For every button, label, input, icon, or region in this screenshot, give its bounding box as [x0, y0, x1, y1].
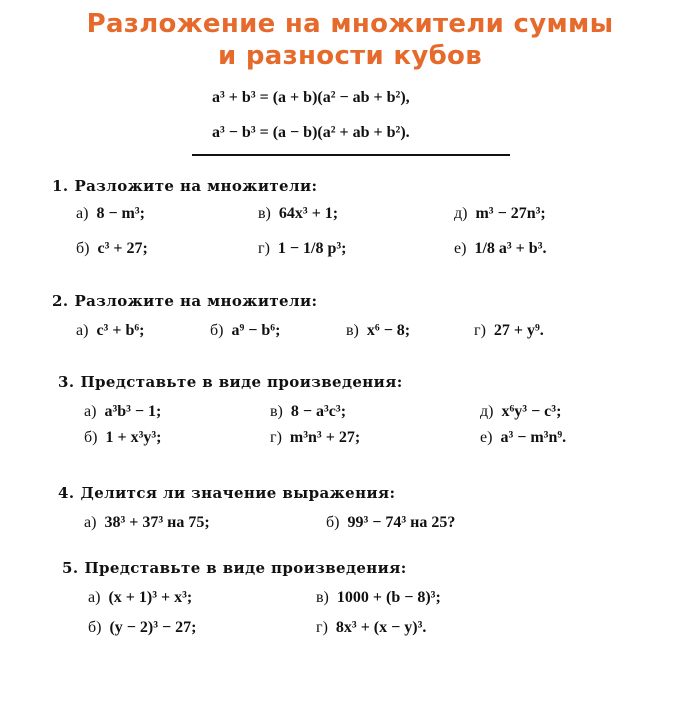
item-label: в)	[270, 403, 283, 420]
item-expression: a³b³ − 1;	[104, 403, 162, 420]
item-label: в)	[346, 322, 359, 339]
item-expression: m³ − 27n³;	[475, 205, 546, 222]
task-text: Разложите на множители:	[74, 292, 318, 310]
task-item	[210, 322, 280, 340]
item-label: г)	[270, 429, 282, 446]
item-expression: 64x³ + 1;	[278, 205, 339, 222]
item-expression: x⁶ − 8;	[366, 322, 411, 339]
divider	[192, 154, 510, 156]
item-expression: 1 + x³y³;	[105, 429, 162, 446]
task-number: 1.	[52, 177, 69, 195]
task-item	[454, 205, 546, 223]
task-item	[316, 619, 426, 637]
item-expression: c³ + b⁶;	[96, 322, 145, 339]
task-item	[84, 514, 210, 532]
item-label: б)	[326, 514, 340, 531]
item-label: а)	[84, 403, 97, 420]
item-expression: 1 − 1/8 p³;	[277, 240, 347, 257]
task-item	[474, 322, 544, 340]
item-label: а)	[88, 589, 101, 606]
task-text: Разложите на множители:	[74, 177, 318, 195]
item-expression: 8 − m³;	[96, 205, 146, 222]
item-expression: (y − 2)³ − 27;	[109, 619, 197, 636]
task-text: Представьте в виде произведения:	[80, 373, 403, 391]
task-1-heading	[52, 177, 317, 195]
item-label: а)	[76, 205, 89, 222]
item-label: б)	[88, 619, 102, 636]
formula-sum-of-cubes: a³ + b³ = (a + b)(a² − ab + b²),	[212, 89, 410, 106]
task-item	[346, 322, 410, 340]
task-item	[76, 322, 144, 340]
task-item	[316, 589, 441, 607]
item-label: в)	[258, 205, 271, 222]
task-item	[270, 403, 346, 421]
task-item	[480, 403, 561, 421]
task-item	[84, 429, 162, 447]
formula-difference-of-cubes: a³ − b³ = (a − b)(a² + ab + b²).	[212, 124, 410, 141]
item-label: б)	[210, 322, 224, 339]
task-item	[88, 589, 192, 607]
item-expression: x⁶y³ − c³;	[501, 403, 562, 420]
item-label: в)	[316, 589, 329, 606]
task-item	[258, 240, 346, 258]
item-expression: 27 + y⁹.	[493, 322, 544, 339]
item-label: г)	[474, 322, 486, 339]
page-subtitle: и разности кубов	[218, 41, 482, 71]
task-item	[76, 240, 148, 258]
task-number: 2.	[52, 292, 69, 310]
task-2-heading	[52, 292, 317, 310]
task-5-heading	[62, 559, 407, 577]
item-expression: 38³ + 37³ на 75;	[104, 514, 210, 531]
item-label: д)	[454, 205, 468, 222]
task-4-heading	[58, 484, 395, 502]
task-item	[88, 619, 196, 637]
item-expression: 8 − a³c³;	[290, 403, 347, 420]
task-item	[76, 205, 145, 223]
item-expression: a³ − m³n⁹.	[500, 429, 567, 446]
item-label: д)	[480, 403, 494, 420]
task-item	[454, 240, 547, 258]
item-expression: c³ + 27;	[97, 240, 148, 257]
task-number: 3.	[58, 373, 75, 391]
item-label: е)	[480, 429, 493, 446]
item-expression: (x + 1)³ + x³;	[108, 589, 193, 606]
task-item	[326, 514, 455, 532]
task-text: Представьте в виде произведения:	[84, 559, 407, 577]
task-item	[480, 429, 566, 447]
item-label: е)	[454, 240, 467, 257]
item-expression: 99³ − 74³ на 25?	[347, 514, 456, 531]
task-number: 5.	[62, 559, 79, 577]
task-text: Делится ли значение выражения:	[80, 484, 396, 502]
page-title: Разложение на множители суммы	[86, 9, 614, 39]
item-label: г)	[316, 619, 328, 636]
item-label: г)	[258, 240, 270, 257]
item-expression: a⁹ − b⁶;	[231, 322, 281, 339]
task-3-heading	[58, 373, 403, 391]
task-item	[84, 403, 161, 421]
item-expression: m³n³ + 27;	[289, 429, 361, 446]
task-item	[270, 429, 360, 447]
item-label: б)	[84, 429, 98, 446]
task-item	[258, 205, 338, 223]
item-expression: 1/8 a³ + b³.	[474, 240, 547, 257]
task-number: 4.	[58, 484, 75, 502]
item-expression: 1000 + (b − 8)³;	[336, 589, 441, 606]
item-expression: 8x³ + (x − y)³.	[335, 619, 427, 636]
item-label: а)	[76, 322, 89, 339]
item-label: б)	[76, 240, 90, 257]
item-label: а)	[84, 514, 97, 531]
